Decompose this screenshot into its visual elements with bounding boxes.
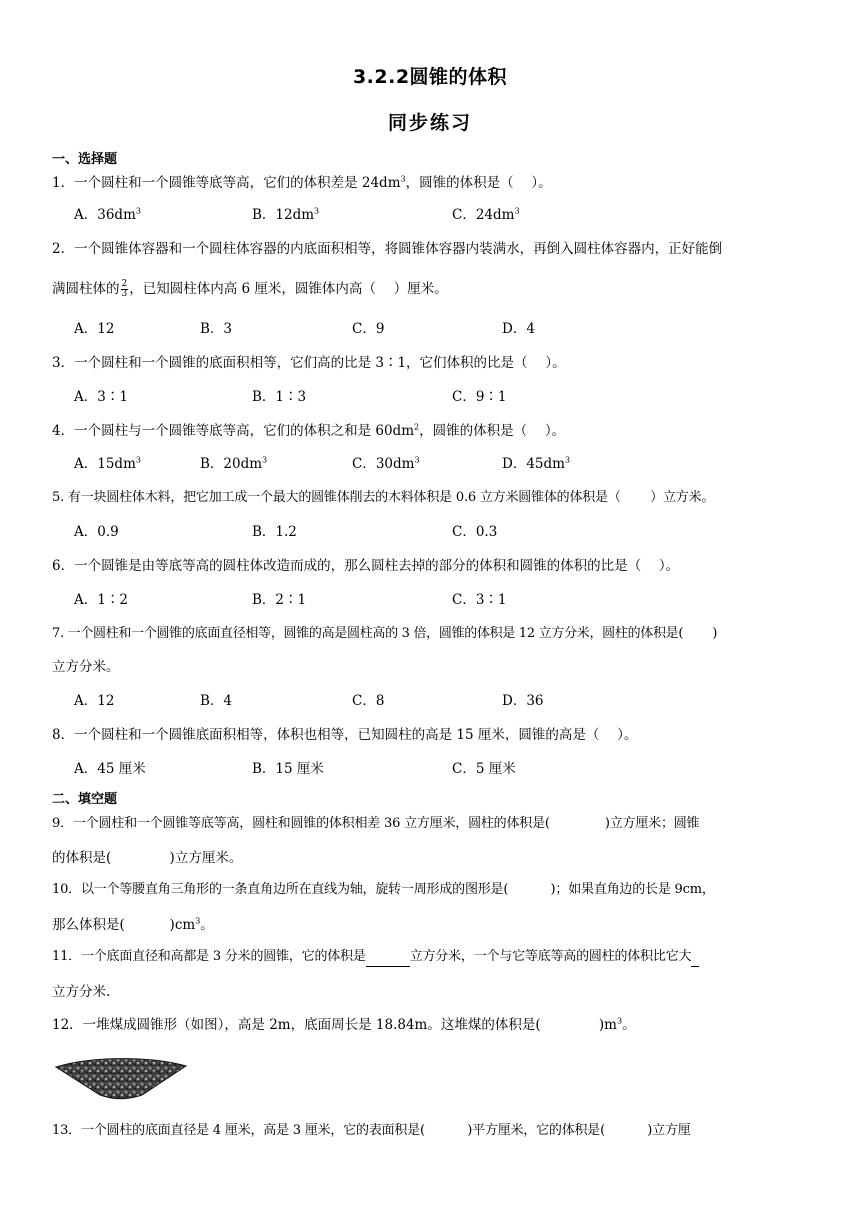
option-5c: C．0.3 (452, 524, 498, 540)
option-8a: A．45 厘米 (74, 761, 146, 777)
answer-blank (366, 948, 410, 967)
question-11-line-2: 立方分米. (52, 984, 111, 1000)
option-6b: B．2∶1 (252, 592, 307, 608)
option-8b: B．15 厘米 (252, 761, 324, 777)
option-2d: D．4 (502, 321, 535, 337)
option-3c: C．9∶1 (452, 389, 507, 405)
question-7-line-2: 立方分米。 (52, 659, 120, 675)
question-4: 4．一个圆柱与一个圆锥等底等高，它们的体积之和是 $60dm^2$，圆锥的体积是（ ）。 (52, 422, 566, 439)
section-heading-fill: 二、填空题 (52, 792, 118, 807)
option-7c: C．8 (352, 693, 385, 709)
question-9-line-2: 的体积是( )立方厘米。 (52, 850, 243, 866)
question-7-line-1: 7. 一个圆柱和一个圆锥的底面直径相等，圆锥的高是圆柱高的 3 倍，圆锥的体积是 12 立方分米，圆柱的体积是( ) (52, 626, 718, 641)
question-9-line-1: 9．一个圆柱和一个圆锥等底等高，圆柱和圆锥的体积相差 36 立方厘米，圆柱的体积是( )立方厘米；圆锥 (52, 816, 700, 831)
option-4c: C．$30dm^3$ (352, 455, 420, 472)
superscript: 3 (400, 174, 406, 184)
coal-pile-image (52, 1050, 190, 1100)
option-2b: B．3 (200, 321, 233, 337)
question-1 (52, 174, 812, 192)
option-5a: A．0.9 (74, 524, 119, 540)
question-2-line-2: 满圆柱体的 $\frac{2}{3}$ ，已知圆柱体内高 6 厘米，圆锥体内高（ ）厘米。 (52, 279, 448, 299)
option-8c: C．5 厘米 (452, 761, 516, 777)
question-6: 6．一个圆锥是由等底等高的圆柱体改造而成的，那么圆柱去掉的部分的体积和圆锥的体积的比是（ ）。 (52, 558, 680, 574)
option-6c: C．3∶1 (452, 592, 507, 608)
question-10-line-1: 10．以一个等腰直角三角形的一条直角边所在直线为轴，旋转一周形成的图形是( )；如果直角边的长是 9cm， (52, 882, 715, 897)
option-6a: A．1∶2 (74, 592, 128, 608)
question-10-line-2: 那么体积是( )$cm^3$。 (52, 916, 214, 933)
question-1-text-end: ，圆锥的体积是（ ）。 (405, 175, 552, 191)
question-8: 8．一个圆柱和一个圆锥底面积相等，体积也相等，已知圆柱的高是 15 厘米，圆锥的高是（ ）。 (52, 727, 638, 743)
question-3: 3．一个圆柱和一个圆锥的底面积相等，它们高的比是 3∶1，它们体积的比是（ ）。 (52, 355, 566, 371)
option-1c: C．$24dm^3$ (452, 206, 520, 223)
option-2c: C．9 (352, 321, 385, 337)
answer-blank (691, 948, 699, 967)
option-4a: A．$15dm^3$ (74, 455, 141, 472)
page-subtitle: 同步练习 (387, 112, 472, 134)
option-1a: A．$36dm^3$ (74, 206, 141, 223)
option-3a: A．3∶1 (74, 389, 128, 405)
option-1b: B．$12dm^3$ (252, 206, 320, 223)
question-2-line-1: 2．一个圆锥体容器和一个圆柱体容器的内底面积相等，将圆锥体容器内装满水，再倒入圆柱体容器内，正好能倒 (52, 241, 723, 257)
fraction: $\frac{2}{3}$ (121, 279, 128, 299)
option-4d: D．$45dm^3$ (502, 455, 571, 472)
option-3b: B．1∶3 (252, 389, 307, 405)
option-7a: A．12 (74, 693, 115, 709)
option-7b: B．4 (200, 693, 233, 709)
section-heading-choice: 一、选择题 (52, 152, 118, 167)
page-title: 3.2.2圆锥的体积 (352, 66, 508, 88)
option-7d: D．36 (502, 693, 544, 709)
option-4b: B．$20dm^3$ (200, 455, 268, 472)
question-12: 12．一堆煤成圆锥形（如图），高是 2m，底面周长是 18.84m。这堆煤的体积是( )$m^3$。 (52, 1016, 636, 1033)
question-1-text: 1．一个圆柱和一个圆锥等底等高，它们的体积差是 24dm (52, 175, 401, 191)
option-5b: B．1.2 (252, 524, 297, 540)
option-2a: A．12 (74, 321, 115, 337)
question-11-line-1: 11．一个底面直径和高都是 3 分米的圆锥，它的体积是 立方分米，一个与它等底等高的圆柱的体积比它大 (52, 948, 812, 967)
question-5: 5. 有一块圆柱体木料，把它加工成一个最大的圆锥体削去的木料体积是 0.6 立方米圆锥体的体积是（ ）立方米。 (52, 490, 715, 505)
question-13: 13．一个圆柱的底面直径是 4 厘米，高是 3 厘米，它的表面积是( )平方厘米，它的体积是( )立方厘 (52, 1123, 691, 1138)
